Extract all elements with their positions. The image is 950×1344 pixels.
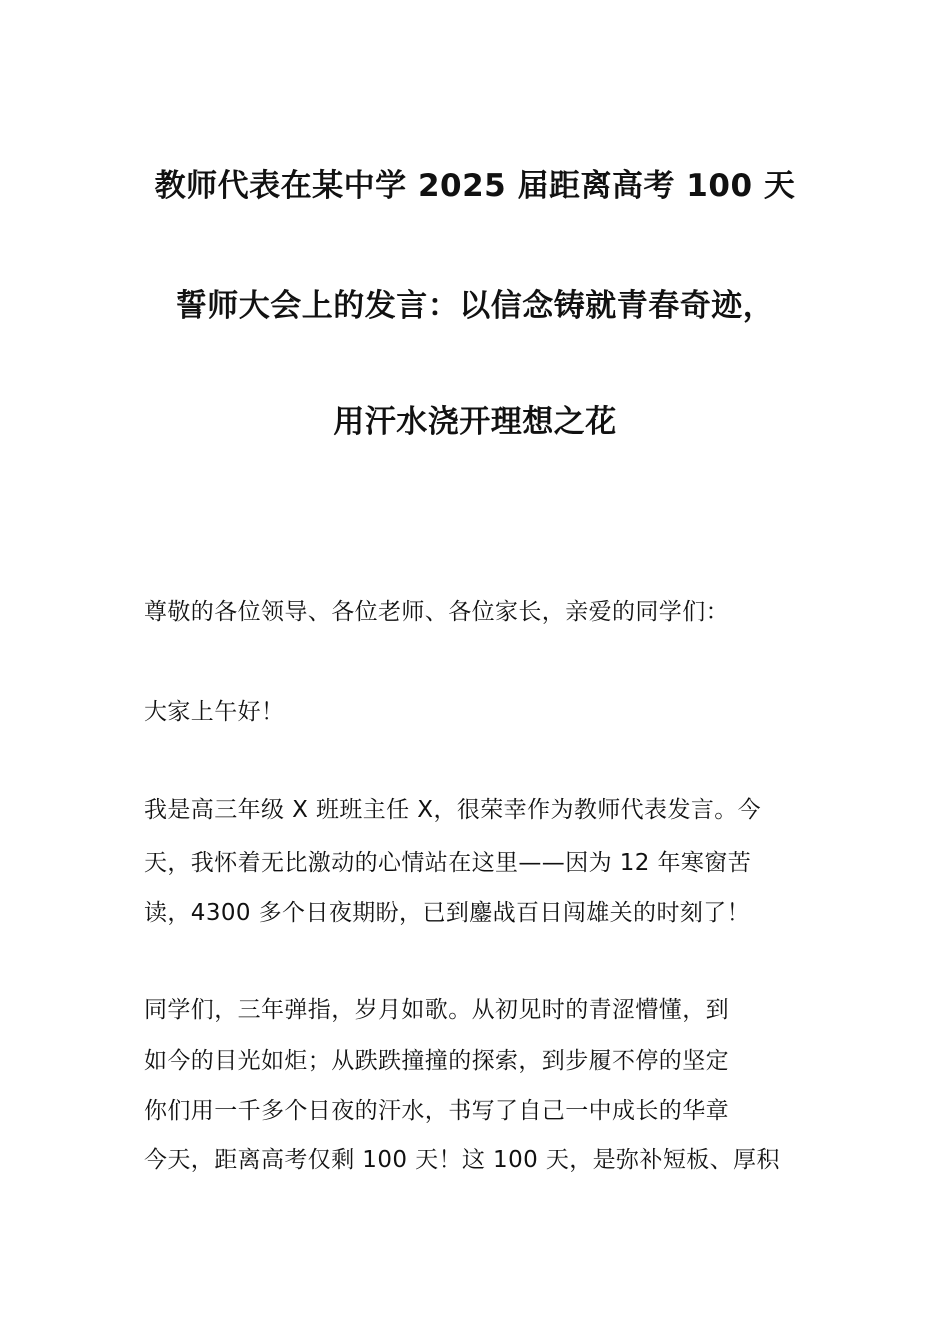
paragraph-2-line-3: 你们用一千多个日夜的汗水，书写了自己一中成长的华章 [144, 1098, 729, 1124]
paragraph-1-line-1: 我是高三年级 X 班班主任 X，很荣幸作为教师代表发言。今 [144, 797, 762, 823]
greeting: 大家上午好！ [144, 699, 285, 725]
paragraph-1-line-2: 天，我怀着无比激动的心情站在这里——因为 12 年寒窗苦 [144, 850, 752, 876]
title-line-3: 用汗水浇开理想之花 [333, 404, 617, 440]
paragraph-2-line-2: 如今的目光如炬；从跌跌撞撞的探索，到步履不停的坚定 [144, 1048, 729, 1074]
paragraph-2-line-1: 同学们，三年弹指，岁月如歌。从初见时的青涩懵懂，到 [144, 997, 729, 1023]
title-line-1: 教师代表在某中学 2025 届距离高考 100 天 [154, 168, 796, 204]
paragraph-2-line-4: 今天，距离高考仅剩 100 天！这 100 天，是弥补短板、厚积 [144, 1147, 780, 1173]
title-line-2: 誓师大会上的发言：以信念铸就青春奇迹， [175, 288, 775, 324]
salutation: 尊敬的各位领导、各位老师、各位家长，亲爱的同学们： [144, 599, 729, 625]
paragraph-1-line-3: 读，4300 多个日夜期盼，已到鏖战百日闯雄关的时刻了！ [144, 900, 751, 926]
